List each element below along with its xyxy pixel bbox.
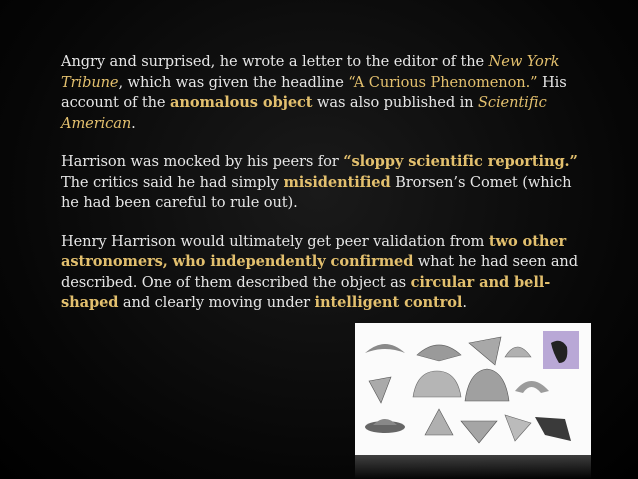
ufo-shapes-figure	[355, 323, 591, 455]
text-run: Henry Harrison would ultimately get peer validation from	[61, 232, 489, 250]
text-run: “sloppy scientific reporting.”	[343, 153, 578, 170]
text-run: .	[131, 114, 136, 132]
text-run: Brorsen’s Comet (which he had been careful to rule out).	[61, 173, 572, 211]
text-run: Harrison was mocked by his peers for	[61, 153, 344, 170]
text-run: anomalous object	[170, 94, 313, 111]
text-run: The critics said he had simply	[61, 173, 284, 191]
text-run: Scientific American	[61, 94, 547, 132]
text-run: New York Tribune	[61, 53, 560, 91]
paragraph-letter	[61, 52, 591, 134]
text-run: His account of the	[61, 73, 567, 111]
text-run: Angry and surprised, he wrote a letter to the editor of the	[61, 53, 489, 70]
text-run: , which was given the headline	[118, 73, 349, 91]
text-run: and clearly moving under	[118, 294, 315, 311]
text-run: what he had seen and described. One of them described the object as	[61, 253, 578, 291]
text-run: .	[462, 294, 467, 311]
text-run: two other astronomers, who independently confirmed	[61, 232, 567, 270]
text-run: circular and bell-shaped	[61, 273, 551, 311]
slide-body	[61, 52, 591, 332]
paragraph-mocked	[61, 152, 591, 214]
text-run: misidentified	[283, 173, 391, 191]
paragraph-validation	[61, 232, 591, 314]
text-run: “A Curious Phenomenon.”	[348, 73, 538, 91]
text-run: intelligent control	[314, 294, 463, 311]
text-run: was also published in	[312, 94, 479, 111]
figure-reflection	[355, 455, 591, 479]
ufo-shapes-icon	[355, 323, 591, 455]
